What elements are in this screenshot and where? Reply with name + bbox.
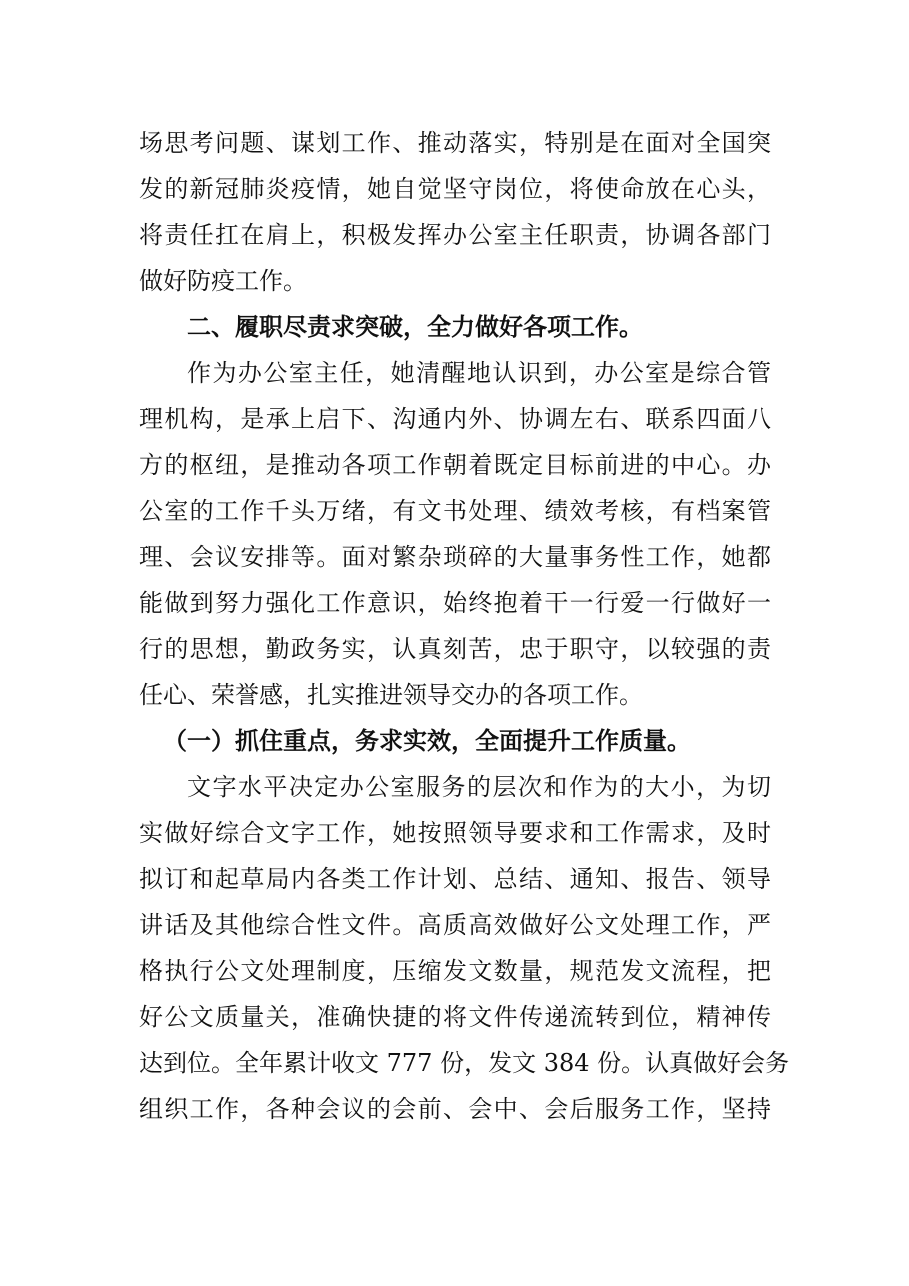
subheading-text: （一）抓住重点，务求实效，全面提升工作质量。 — [163, 726, 691, 755]
text-line: 能做到努力强化工作意识，始终抱着干一行爱一行做好一 — [139, 589, 771, 617]
text-line: 实做好综合文字工作，她按照领导要求和工作需求，及时 — [139, 819, 771, 847]
text-line: 场思考问题、谋划工作、推动落实，特别是在面对全国突 — [139, 129, 771, 157]
text-line: 任心、荣誉感，扎实推进领导交办的各项工作。 — [139, 681, 643, 709]
text-line: 做好防疫工作。 — [139, 267, 307, 295]
section-heading — [139, 304, 771, 350]
heading-text: 二、履职尽责求突破，全力做好各项工作。 — [187, 313, 643, 341]
text-line: 文字水平决定办公室服务的层次和作为的大小，为切 — [187, 773, 771, 801]
paragraph-2 — [139, 350, 771, 718]
text-line: 理机构，是承上启下、沟通内外、协调左右、联系四面八 — [139, 405, 771, 433]
paragraph-3 — [139, 764, 790, 1132]
subsection-heading — [139, 718, 771, 764]
text-line: 理、会议安排等。面对繁杂琐碎的大量事务性工作，她都 — [139, 543, 771, 571]
text-line: 行的思想，勤政务实，认真刻苦，忠于职守，以较强的责 — [139, 635, 771, 663]
text-line: 发的新冠肺炎疫情，她自觉坚守岗位，将使命放在心头， — [139, 175, 771, 203]
document-body — [139, 120, 790, 1132]
text-line: 达到位。全年累计收文 777 份，发文 384 份。认真做好会务 — [139, 1049, 790, 1077]
paragraph-1 — [139, 120, 771, 304]
text-line: 方的枢纽，是推动各项工作朝着既定目标前进的中心。办 — [139, 451, 771, 479]
text-line: 组织工作，各种会议的会前、会中、会后服务工作，坚持 — [139, 1095, 771, 1123]
text-line: 将责任扛在肩上，积极发挥办公室主任职责，协调各部门 — [139, 221, 771, 249]
text-line: 作为办公室主任，她清醒地认识到，办公室是综合管 — [187, 359, 771, 387]
text-line: 讲话及其他综合性文件。高质高效做好公文处理工作，严 — [139, 911, 771, 939]
text-line: 格执行公文处理制度，压缩发文数量，规范发文流程，把 — [139, 957, 771, 985]
text-line: 公室的工作千头万绪，有文书处理、绩效考核，有档案管 — [139, 497, 771, 525]
text-line: 好公文质量关，准确快捷的将文件传递流转到位，精神传 — [139, 1003, 771, 1031]
text-line: 拟订和起草局内各类工作计划、总结、通知、报告、领导 — [139, 865, 771, 893]
